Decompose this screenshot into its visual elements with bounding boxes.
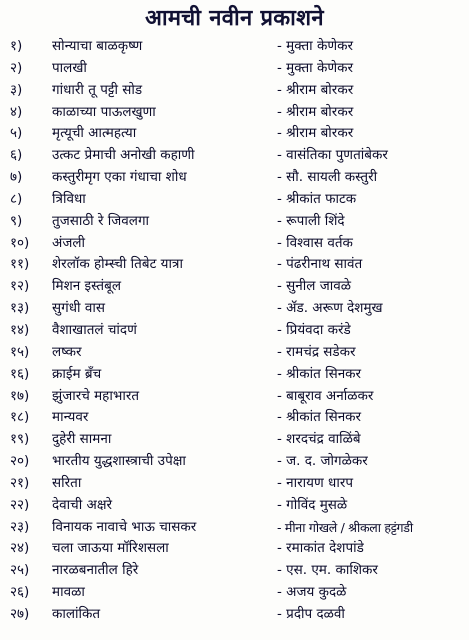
book-row [0, 36, 469, 58]
book-row [0, 189, 469, 211]
book-number: २२) [10, 496, 30, 513]
book-row [0, 517, 469, 539]
book-title: मिशन इस्तंबूल [52, 278, 121, 295]
book-row [0, 604, 469, 626]
book-title: शेरलॉक होम्स्ची तिबेट यात्रा [52, 256, 183, 273]
book-row [0, 233, 469, 255]
book-title: मृत्यूची आत्महत्या [52, 125, 137, 142]
book-row [0, 495, 469, 517]
book-author: - शरदचंद्र वाळिंबे [277, 431, 361, 448]
book-number: १४) [10, 321, 30, 338]
book-title: भारतीय युद्धशास्त्राची उपेक्षा [52, 453, 186, 470]
book-row [0, 538, 469, 560]
book-number: ४) [10, 103, 23, 120]
book-number: २३) [10, 518, 30, 535]
book-number: २०) [10, 453, 30, 470]
book-row [0, 386, 469, 408]
book-number: १६) [10, 365, 30, 382]
book-title: अंजली [52, 234, 85, 251]
book-title: सरिता [52, 474, 82, 491]
book-title: काळाच्या पाऊलखुणा [52, 103, 156, 120]
book-row [0, 582, 469, 604]
book-author: - अजय कुदळे [277, 584, 347, 601]
book-number: १५) [10, 343, 30, 360]
book-row [0, 123, 469, 145]
book-author: - श्रीकांत फाटक [277, 190, 357, 207]
book-number: २) [10, 59, 23, 76]
book-title: मावळा [52, 584, 85, 601]
book-author: - सौ. सायली कस्तुरी [277, 169, 378, 186]
book-row [0, 560, 469, 582]
book-number: ७) [10, 169, 23, 186]
book-title: त्रिविधा [52, 190, 86, 207]
book-row [0, 211, 469, 233]
book-author: - प्रदीप दळवी [277, 605, 345, 622]
book-author: - प्रियंवदा करंडे [277, 321, 351, 338]
book-author: - श्रीराम बोरकर [277, 125, 354, 142]
book-number: ३) [10, 81, 23, 98]
book-row [0, 102, 469, 124]
book-number: १०) [10, 234, 30, 251]
book-row [0, 429, 469, 451]
book-author: - ॲड. अरूण देशमुख [277, 300, 383, 317]
book-title: चला जाऊया मॉरिशसला [52, 540, 169, 557]
book-title: क्राईम ब्रँच [52, 365, 102, 382]
book-title: मान्यवर [52, 409, 89, 426]
book-row [0, 167, 469, 189]
book-author: - ज. द. जोगळेकर [277, 453, 368, 470]
book-row [0, 473, 469, 495]
book-number: २४) [10, 540, 30, 557]
book-row [0, 80, 469, 102]
book-author: - एस. एम. काशिकर [277, 562, 378, 579]
book-author: - रामचंद्र सडेकर [277, 343, 356, 360]
book-author: - नारायण धारप [277, 474, 354, 491]
book-title: कस्तुरीमृग एका गंधाचा शोध [52, 169, 187, 186]
book-list [0, 36, 469, 626]
book-number: ८) [10, 190, 23, 207]
book-title: देवाची अक्षरे [52, 496, 113, 513]
book-title: वैशाखातलं चांदणं [52, 321, 137, 338]
book-author: - रूपाली शिंदे [277, 212, 345, 229]
book-row [0, 451, 469, 473]
book-title: विनायक नावाचे भाऊ चासकर [52, 518, 197, 535]
book-author: - मुक्ता केणेकर [277, 59, 353, 76]
book-number: ९) [10, 212, 23, 229]
book-title: सोन्याचा बाळकृष्ण [52, 38, 143, 54]
book-row [0, 342, 469, 364]
book-author: - गोविंद मुसळे [277, 496, 348, 513]
book-title: दुहेरी सामना [52, 431, 112, 448]
book-title: पालखी [52, 59, 87, 76]
book-row [0, 320, 469, 342]
book-row [0, 298, 469, 320]
book-number: १) [10, 38, 23, 54]
book-author: - विश्वास वर्तक [277, 234, 353, 251]
book-number: २७) [10, 605, 30, 622]
book-author: - बाबूराव अर्नाळकर [277, 387, 374, 404]
book-title: नारळबनातील हिरे [52, 562, 139, 579]
book-author: - सुनील जावळे [277, 278, 352, 295]
book-number: १९) [10, 431, 30, 448]
book-author: - रमाकांत देशपांडे [277, 540, 364, 557]
book-title: गांधारी तू पट्टी सोड [52, 81, 143, 98]
book-author: - मीना गोखले / श्रीकला हट्टंगडी [277, 519, 413, 535]
book-number: २६) [10, 584, 30, 601]
page-title: आमची नवीन प्रकाशने [145, 6, 324, 31]
book-row [0, 364, 469, 386]
book-row [0, 145, 469, 167]
book-number: १३) [10, 300, 30, 317]
book-title: तुजसाठी रे जिवलगा [52, 212, 150, 229]
book-author: - पंढरीनाथ सावंत [277, 256, 363, 273]
book-row [0, 58, 469, 80]
book-number: १८) [10, 409, 30, 426]
book-author: - वासंतिका पुणतांबेकर [277, 147, 388, 164]
book-title: लष्कर [52, 343, 82, 360]
book-title: उत्कट प्रेमाची अनोखी कहाणी [52, 147, 195, 164]
book-number: ५) [10, 125, 23, 142]
book-author: - मुक्ता केणेकर [277, 38, 353, 54]
book-number: ११) [10, 256, 30, 273]
book-author: - श्रीराम बोरकर [277, 103, 354, 120]
book-author: - श्रीकांत सिनकर [277, 409, 362, 426]
book-author: - श्रीकांत सिनकर [277, 365, 362, 382]
book-title: झुंजारचे महाभारत [52, 387, 140, 404]
book-number: २५) [10, 562, 30, 579]
book-title: कालांकित [52, 605, 101, 622]
book-title: सुगंधी वास [52, 300, 105, 317]
book-row [0, 254, 469, 276]
book-row [0, 407, 469, 429]
book-number: १२) [10, 278, 30, 295]
book-author: - श्रीराम बोरकर [277, 81, 354, 98]
book-row [0, 276, 469, 298]
book-number: २१) [10, 474, 30, 491]
book-number: ६) [10, 147, 23, 164]
book-number: १७) [10, 387, 30, 404]
